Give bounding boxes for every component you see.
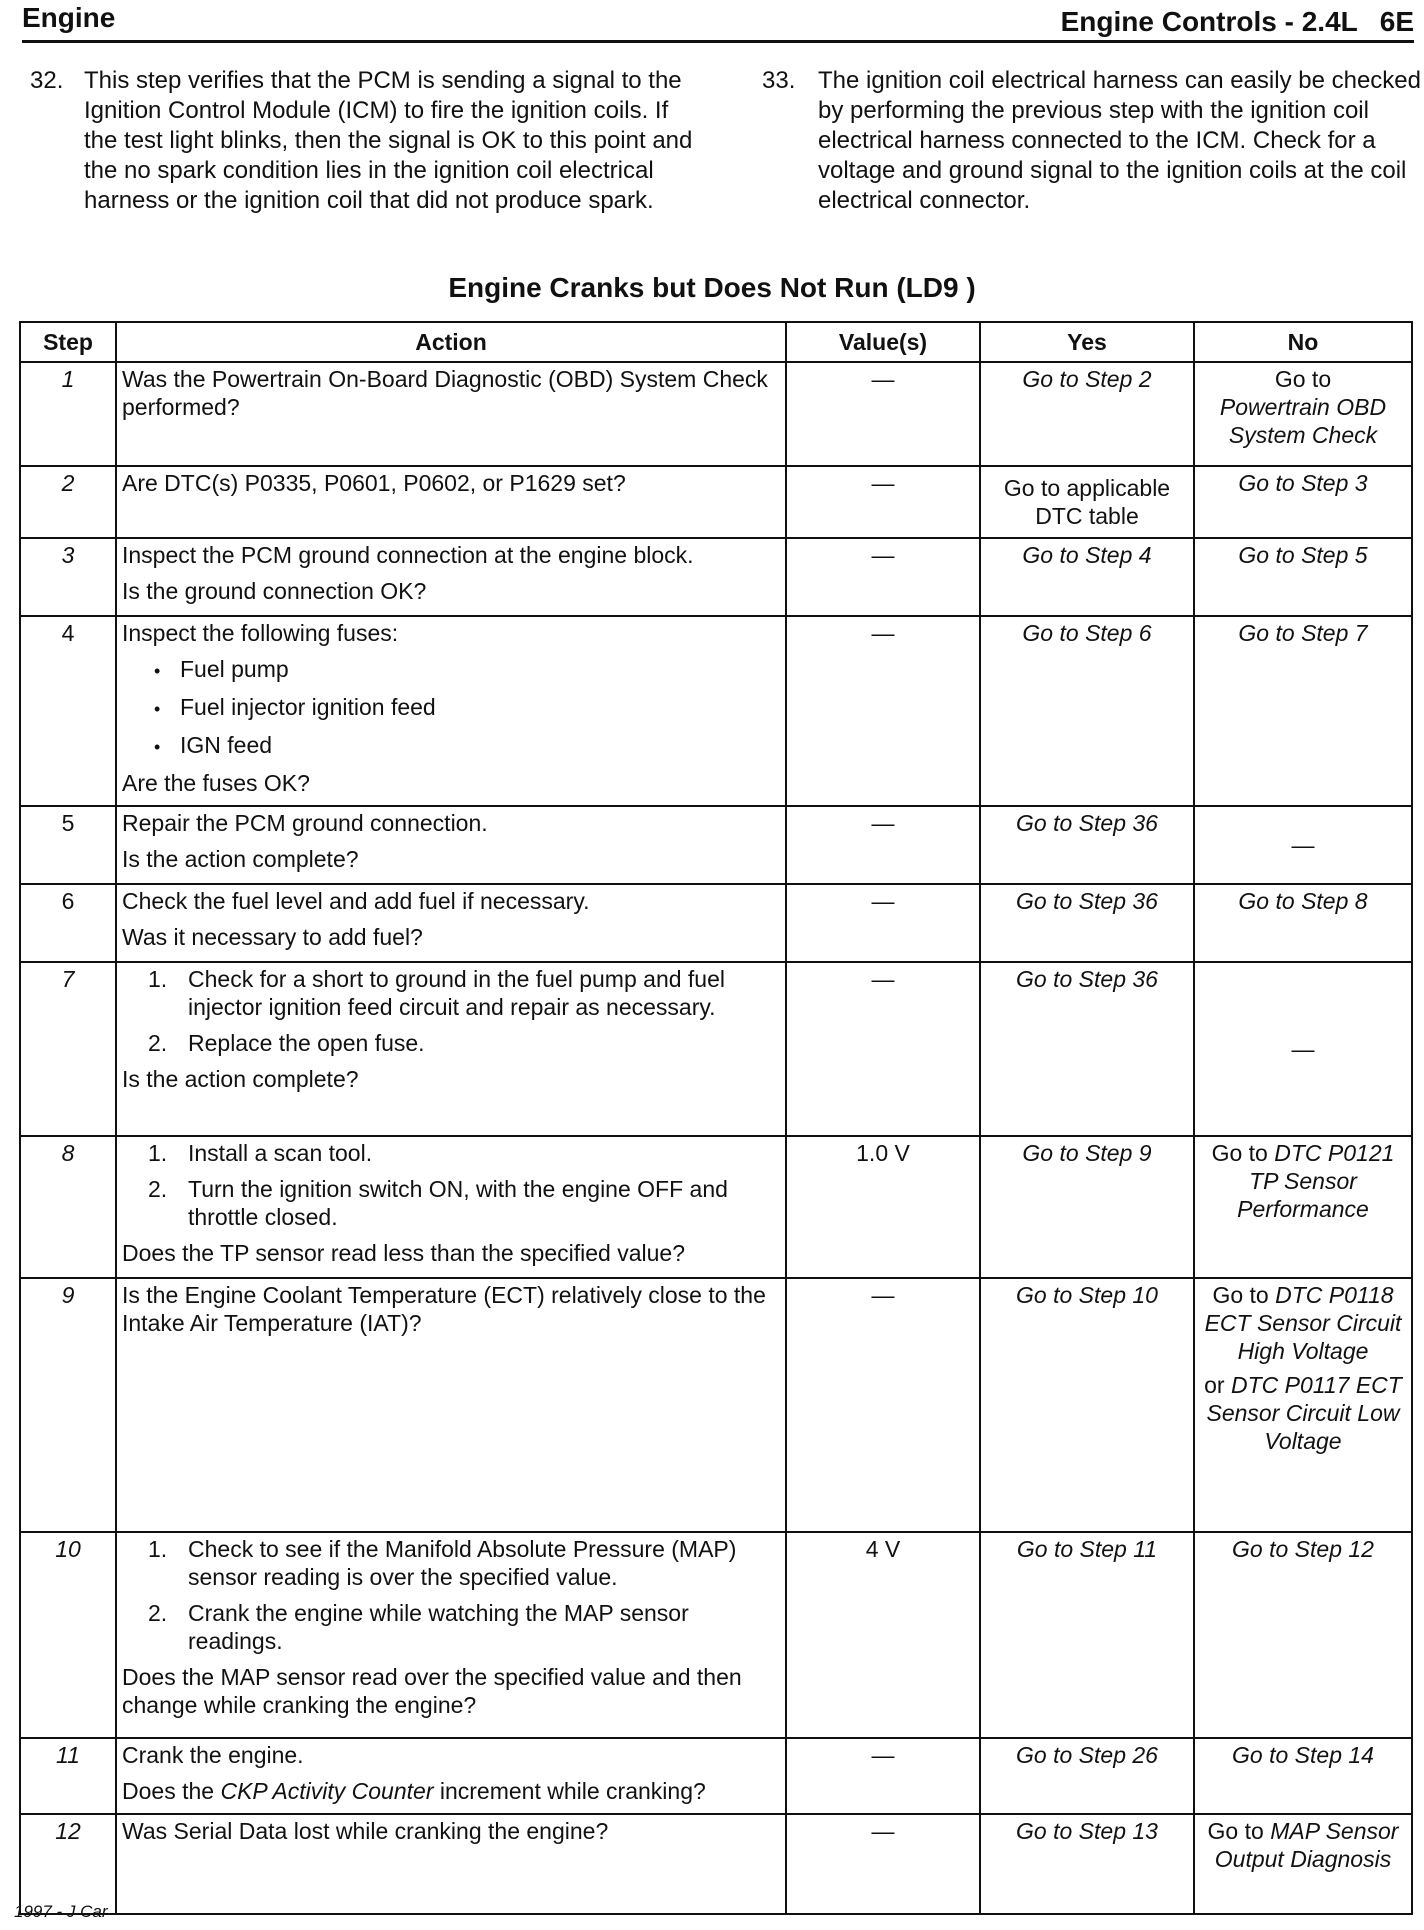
action-question bbox=[122, 1777, 780, 1805]
list-item bbox=[122, 1535, 780, 1591]
action-question: Does the MAP sensor read over the specified value and then change while cranking the engine? bbox=[122, 1664, 742, 1718]
fuse-list bbox=[122, 655, 780, 761]
step-action bbox=[116, 466, 786, 538]
step-value: — bbox=[786, 362, 980, 466]
step-value: — bbox=[786, 616, 980, 806]
step-yes: Go to Step 10 bbox=[980, 1278, 1194, 1532]
step-yes: Go to Step 36 bbox=[980, 962, 1194, 1136]
step-action bbox=[116, 1278, 786, 1532]
action-text: Repair the PCM ground connection. bbox=[122, 810, 488, 836]
step-number: 11 bbox=[20, 1738, 116, 1814]
list-item: • Fuel pump bbox=[154, 655, 780, 685]
note-number: 32. bbox=[30, 67, 64, 94]
step-number: 8 bbox=[20, 1136, 116, 1278]
action-text: Check the fuel level and add fuel if necessary. bbox=[122, 888, 590, 914]
numbered-list bbox=[122, 1139, 780, 1231]
action-question: Is the ground connection OK? bbox=[122, 578, 427, 604]
no-prefix: Go to bbox=[1211, 1140, 1268, 1166]
step-yes: Go to Step 13 bbox=[980, 1814, 1194, 1914]
table-row bbox=[20, 806, 1412, 884]
item-number: 2. bbox=[148, 1030, 168, 1056]
action-text: Was the Powertrain On-Board Diagnostic (OBD) System Check performed? bbox=[122, 366, 768, 420]
question-start: Does the bbox=[122, 1778, 215, 1804]
step-value: — bbox=[786, 538, 980, 616]
note-32 bbox=[30, 66, 693, 246]
step-no: — bbox=[1194, 806, 1412, 884]
action-question: Does the TP sensor read less than the specified value? bbox=[122, 1240, 685, 1266]
action-text: Inspect the PCM ground connection at the engine block. bbox=[122, 542, 694, 568]
step-action bbox=[116, 1532, 786, 1738]
step-yes: Go to Step 9 bbox=[980, 1136, 1194, 1278]
step-yes: Go to Step 36 bbox=[980, 806, 1194, 884]
column-header-yes: Yes bbox=[980, 322, 1194, 362]
step-yes: Go to Step 4 bbox=[980, 538, 1194, 616]
table-row bbox=[20, 1136, 1412, 1278]
step-action bbox=[116, 538, 786, 616]
step-value: — bbox=[786, 806, 980, 884]
list-item bbox=[122, 965, 780, 1021]
item-number: 2. bbox=[148, 1176, 168, 1202]
page-header bbox=[22, 0, 1414, 43]
step-number: 6 bbox=[20, 884, 116, 962]
action-question: Are the fuses OK? bbox=[122, 770, 310, 796]
step-no bbox=[1194, 1814, 1412, 1914]
step-no: — bbox=[1194, 962, 1412, 1136]
table-header-row bbox=[20, 322, 1412, 362]
step-yes: Go to Step 36 bbox=[980, 884, 1194, 962]
step-action bbox=[116, 806, 786, 884]
step-no bbox=[1194, 1278, 1412, 1532]
step-number: 7 bbox=[20, 962, 116, 1136]
header-section-name: Engine bbox=[22, 2, 116, 33]
step-action bbox=[116, 1738, 786, 1814]
table-row bbox=[20, 616, 1412, 806]
list-item bbox=[122, 1139, 780, 1167]
step-value: — bbox=[786, 1278, 980, 1532]
step-number: 1 bbox=[20, 362, 116, 466]
step-yes: Go to applicable DTC table bbox=[980, 466, 1194, 538]
list-item: • Fuel injector ignition feed bbox=[154, 693, 780, 723]
note-text: The ignition coil electrical harness can easily be checked by performing the previous step with the ignition coil electrical harness connected to the ICM. Check for a voltage and ground signal to the ignition coils at the coil electrical connector. bbox=[818, 67, 1421, 214]
step-number: 12 bbox=[20, 1814, 116, 1914]
step-value: — bbox=[786, 962, 980, 1136]
item-number: 2. bbox=[148, 1600, 168, 1626]
item-number: 1. bbox=[148, 1536, 168, 1562]
no-prefix-alt: or bbox=[1204, 1372, 1225, 1398]
column-header-no: No bbox=[1194, 322, 1412, 362]
table-row bbox=[20, 1814, 1412, 1914]
step-yes: Go to Step 2 bbox=[980, 362, 1194, 466]
column-header-step: Step bbox=[20, 322, 116, 362]
item-text: Crank the engine while watching the MAP sensor readings. bbox=[188, 1600, 689, 1654]
step-no bbox=[1194, 1136, 1412, 1278]
step-no: Go to Step 7 bbox=[1194, 616, 1412, 806]
item-text: Turn the ignition switch ON, with the engine OFF and throttle closed. bbox=[188, 1176, 728, 1230]
item-text: Check to see if the Manifold Absolute Pressure (MAP) sensor reading is over the specified value. bbox=[188, 1536, 737, 1590]
item-number: 1. bbox=[148, 1140, 168, 1166]
note-text: This step verifies that the PCM is sending a signal to the Ignition Control Module (ICM) to fire the ignition coils. If the test light blinks, then the signal is OK to this point and the no spark condition lies in the ignition coil electrical harness or the ignition coil that did not produce spark. bbox=[84, 67, 693, 214]
item-text: Check for a short to ground in the fuel pump and fuel injector ignition feed circuit and repair as necessary. bbox=[188, 966, 725, 1020]
item-text: Install a scan tool. bbox=[188, 1140, 373, 1166]
ckp-activity-counter: CKP Activity Counter bbox=[220, 1778, 434, 1804]
step-action bbox=[116, 362, 786, 466]
step-value: — bbox=[786, 466, 980, 538]
table-row bbox=[20, 538, 1412, 616]
no-target: DTC P0118 ECT Sensor Circuit High Voltage bbox=[1204, 1282, 1402, 1364]
step-value: — bbox=[786, 884, 980, 962]
step-number: 9 bbox=[20, 1278, 116, 1532]
step-yes: Go to Step 6 bbox=[980, 616, 1194, 806]
step-value: 4 V bbox=[786, 1532, 980, 1738]
action-question: Is the action complete? bbox=[122, 846, 359, 872]
list-item bbox=[122, 1599, 780, 1655]
step-number: 2 bbox=[20, 466, 116, 538]
no-target: DTC P0121 TP Sensor Performance bbox=[1237, 1140, 1395, 1222]
step-no: Go to Step 8 bbox=[1194, 884, 1412, 962]
item-text: Replace the open fuse. bbox=[188, 1030, 425, 1056]
action-text: Crank the engine. bbox=[122, 1742, 304, 1768]
list-item: • IGN feed bbox=[154, 731, 780, 761]
list-item bbox=[122, 1175, 780, 1231]
step-action bbox=[116, 962, 786, 1136]
no-target-alt: DTC P0117 ECT Sensor Circuit Low Voltage bbox=[1206, 1372, 1402, 1454]
action-question: Is the action complete? bbox=[122, 1066, 359, 1092]
numbered-list bbox=[122, 1535, 780, 1655]
question-end: increment while cranking? bbox=[439, 1778, 706, 1804]
action-question: Was it necessary to add fuel? bbox=[122, 924, 423, 950]
step-action bbox=[116, 884, 786, 962]
step-action bbox=[116, 616, 786, 806]
column-header-values: Value(s) bbox=[786, 322, 980, 362]
header-section-number: 6E bbox=[1379, 6, 1414, 37]
numbered-list bbox=[122, 965, 780, 1057]
page-footer: 1997 - J Car bbox=[14, 1902, 108, 1921]
no-prefix: Go to bbox=[1207, 1818, 1264, 1844]
step-number: 4 bbox=[20, 616, 116, 806]
action-text: Was Serial Data lost while cranking the engine? bbox=[122, 1818, 609, 1844]
header-title bbox=[1061, 6, 1414, 38]
action-text: Is the Engine Coolant Temperature (ECT) relatively close to the Intake Air Temperature (IAT)? bbox=[122, 1282, 766, 1336]
step-value: — bbox=[786, 1738, 980, 1814]
table-row bbox=[20, 962, 1412, 1136]
note-number: 33. bbox=[762, 67, 796, 94]
table-row bbox=[20, 466, 1412, 538]
no-prefix: Go to bbox=[1274, 366, 1332, 392]
header-title-text: Engine Controls - 2.4L bbox=[1060, 6, 1358, 37]
table-row bbox=[20, 1532, 1412, 1738]
note-33 bbox=[762, 66, 1422, 226]
step-no: Go to Step 12 bbox=[1194, 1532, 1412, 1738]
column-header-action: Action bbox=[116, 322, 786, 362]
table-row bbox=[20, 1278, 1412, 1532]
step-action bbox=[116, 1136, 786, 1278]
step-no: Go to Step 5 bbox=[1194, 538, 1412, 616]
step-number: 3 bbox=[20, 538, 116, 616]
step-number: 5 bbox=[20, 806, 116, 884]
list-item bbox=[122, 1029, 780, 1057]
item-number: 1. bbox=[148, 966, 168, 992]
step-number: 10 bbox=[20, 1532, 116, 1738]
table-row bbox=[20, 1738, 1412, 1814]
step-no bbox=[1194, 362, 1412, 466]
step-action bbox=[116, 1814, 786, 1914]
action-text: Inspect the following fuses: bbox=[122, 620, 399, 646]
table-row bbox=[20, 884, 1412, 962]
table-title: Engine Cranks but Does Not Run (LD9 ) bbox=[448, 272, 976, 303]
step-yes: Go to Step 26 bbox=[980, 1738, 1194, 1814]
action-text: Are DTC(s) P0335, P0601, P0602, or P1629 set? bbox=[122, 470, 626, 496]
step-yes: Go to Step 11 bbox=[980, 1532, 1194, 1738]
no-prefix: Go to bbox=[1212, 1282, 1269, 1308]
step-no: Go to Step 14 bbox=[1194, 1738, 1412, 1814]
no-target: MAP Sensor Output Diagnosis bbox=[1214, 1818, 1399, 1872]
step-value: — bbox=[786, 1814, 980, 1914]
table-row bbox=[20, 362, 1412, 466]
step-value: 1.0 V bbox=[786, 1136, 980, 1278]
step-no: Go to Step 3 bbox=[1194, 466, 1412, 538]
diagnostic-table bbox=[19, 321, 1413, 1915]
no-target: Powertrain OBD System Check bbox=[1219, 394, 1387, 448]
